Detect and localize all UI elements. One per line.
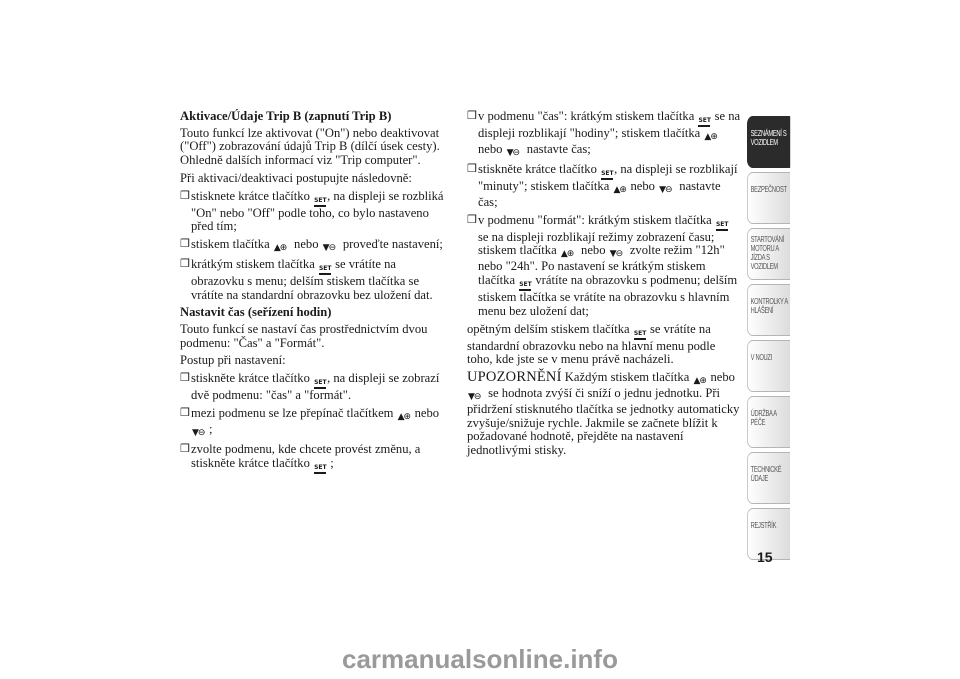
tab-emergency[interactable]: V NOUZI: [747, 340, 790, 392]
tab-maintenance[interactable]: ÚDRŽBA A PÉČE: [747, 396, 790, 448]
list-item: ❒ stiskem tlačítka ▲⊕ nebo ▼⊖ proveďte nastavení;: [180, 236, 443, 253]
warning-note: UPOZORNĚNÍ Každým stiskem tlačítka ▲⊕ nebo ▼⊖ se hodnota zvýší či sníží o jednu jednotku. Při přidržení stisknutého tlačítka se jednotky automaticky zvyšuje/snižuje rychle. Jakmile se začnete blížit k požadované hodnotě, přejděte na nastavení jednotlivými stisky.: [467, 368, 740, 458]
tab-index[interactable]: REJSTŘÍK: [747, 508, 790, 560]
set-button-icon: SET: [314, 379, 326, 389]
list-item: ❒ v podmenu "čas": krátkým stiskem tlačítka SET se na displeji rozblikají "hodiny"; stiskem tlačítka ▲⊕ nebo ▼⊖ nastavte čas;: [467, 109, 741, 158]
bullet-icon: ❒: [180, 257, 190, 270]
paragraph: Postup při nastavení:: [180, 353, 286, 368]
list-item: ❒ stisknete krátce tlačítko SET, na displeji se rozbliká "On" nebo "Off" podle toho, co bylo nastaveno před tím;: [180, 188, 444, 234]
list-item: ❒ mezi podmenu se lze přepínač tlačítkem ▲⊕ nebo ▼⊖ ;: [180, 405, 440, 438]
tab-warning-lights[interactable]: KONTROLKY A HLÁŠENÍ: [747, 284, 790, 336]
tab-getting-to-know[interactable]: SEZNÁMENÍ S VOZIDLEM: [747, 116, 790, 168]
paragraph: Touto funkcí se nastaví čas prostřednictvím dvou podmenu: "Čas" a "Formát".: [180, 322, 428, 350]
right-column: [467, 110, 741, 462]
down-minus-button-icon: ▼⊖: [322, 242, 336, 253]
list-item: ❒ stiskněte krátce tlačítko SET, na displeji se rozblikají "minuty"; stiskem tlačítka ▲⊕ nebo ▼⊖ nastavte čas;: [467, 162, 738, 209]
bullet-icon: ❒: [180, 442, 190, 455]
bullet-icon: ❒: [467, 213, 477, 226]
paragraph: Při aktivaci/deaktivaci postupujte následovně:: [180, 170, 412, 185]
tab-starting-driving[interactable]: STARTOVÁNÍ MOTORU A JÍZDA S VOZIDLEM: [747, 228, 790, 280]
down-minus-button-icon: ▼⊖: [659, 185, 672, 195]
set-button-icon: SET: [314, 197, 326, 207]
list-item: ❒ zvolte podmenu, kde chcete provést změnu, a stiskněte krátce tlačítko SET ;: [180, 443, 452, 474]
up-plus-button-icon: ▲⊕: [560, 249, 574, 260]
bullet-icon: ❒: [180, 406, 190, 419]
warning-label: UPOZORNĚNÍ: [467, 368, 562, 385]
set-button-icon: SET: [601, 170, 613, 180]
list-item: ❒ stiskněte krátce tlačítko SET, na displeji se zobrazí dvě podmenu: "čas" a "formát".: [180, 371, 440, 403]
bullet-icon: ❒: [180, 189, 190, 202]
up-plus-button-icon: ▲⊕: [397, 411, 411, 422]
bullet-icon: ❒: [180, 372, 190, 385]
heading-trip-b: Aktivace/Údaje Trip B (zapnutí Trip B): [180, 109, 392, 123]
bullet-icon: ❒: [467, 163, 477, 175]
list-item: ❒ v podmenu "formát": krátkým stiskem tlačítka SET se na displeji rozblikají režimy zobrazení času; stiskem tlačítka ▲⊕ nebo ▼⊖ zvolte režim "12h" nebo "24h". Po nastavení se krátkým stiskem tlačítka SET vrátíte na obrazovku s podmenu; delším stiskem tlačítka se vrátíte na obrazovku s hlavním menu bez uložení dat;: [467, 212, 738, 318]
chapter-tabs: [747, 116, 791, 564]
up-plus-button-icon: ▲⊕: [704, 132, 717, 142]
bullet-icon: ❒: [180, 237, 190, 250]
set-button-icon: SET: [698, 117, 710, 127]
set-button-icon: SET: [716, 221, 728, 231]
watermark-text: carmanualsonline.info: [342, 644, 618, 674]
paragraph: opětným delším stiskem tlačítka SET se vrátíte na standardní obrazovku nebo na hlavní menu podle toho, kde jste se v menu právě nacházeli.: [467, 321, 716, 367]
down-minus-button-icon: ▼⊖: [192, 427, 205, 438]
heading-set-time: Nastavit čas (seřízení hodin): [180, 305, 332, 320]
up-plus-button-icon: ▲⊕: [613, 185, 626, 195]
up-plus-button-icon: ▲⊕: [693, 375, 706, 386]
down-minus-button-icon: ▼⊖: [506, 148, 520, 158]
set-button-icon: SET: [519, 281, 531, 291]
up-plus-button-icon: ▲⊕: [273, 242, 287, 253]
set-button-icon: SET: [319, 265, 331, 275]
bullet-icon: ❒: [467, 110, 477, 122]
tab-technical-data[interactable]: TECHNICKÉ ÚDAJE: [747, 452, 790, 504]
set-button-icon: SET: [314, 464, 326, 474]
set-button-icon: SET: [634, 330, 646, 340]
left-column: [180, 110, 452, 478]
paragraph: Touto funkcí lze aktivovat ("On") nebo deaktivovat ("Off") zobrazování údajů Trip B (dílčí úsek cesty). Ohledně dalších informací viz "Trip computer".: [180, 125, 440, 168]
down-minus-button-icon: ▼⊖: [609, 249, 623, 260]
down-minus-button-icon: ▼⊖: [468, 391, 481, 402]
tab-safety[interactable]: BEZPEČNOST: [747, 172, 790, 224]
list-item: ❒ krátkým stiskem tlačítka SET se vrátíte na obrazovku s menu; delším stiskem tlačítka se vrátíte na standardní obrazovku bez uložení dat.: [180, 256, 433, 302]
page-number: 15: [757, 549, 773, 565]
